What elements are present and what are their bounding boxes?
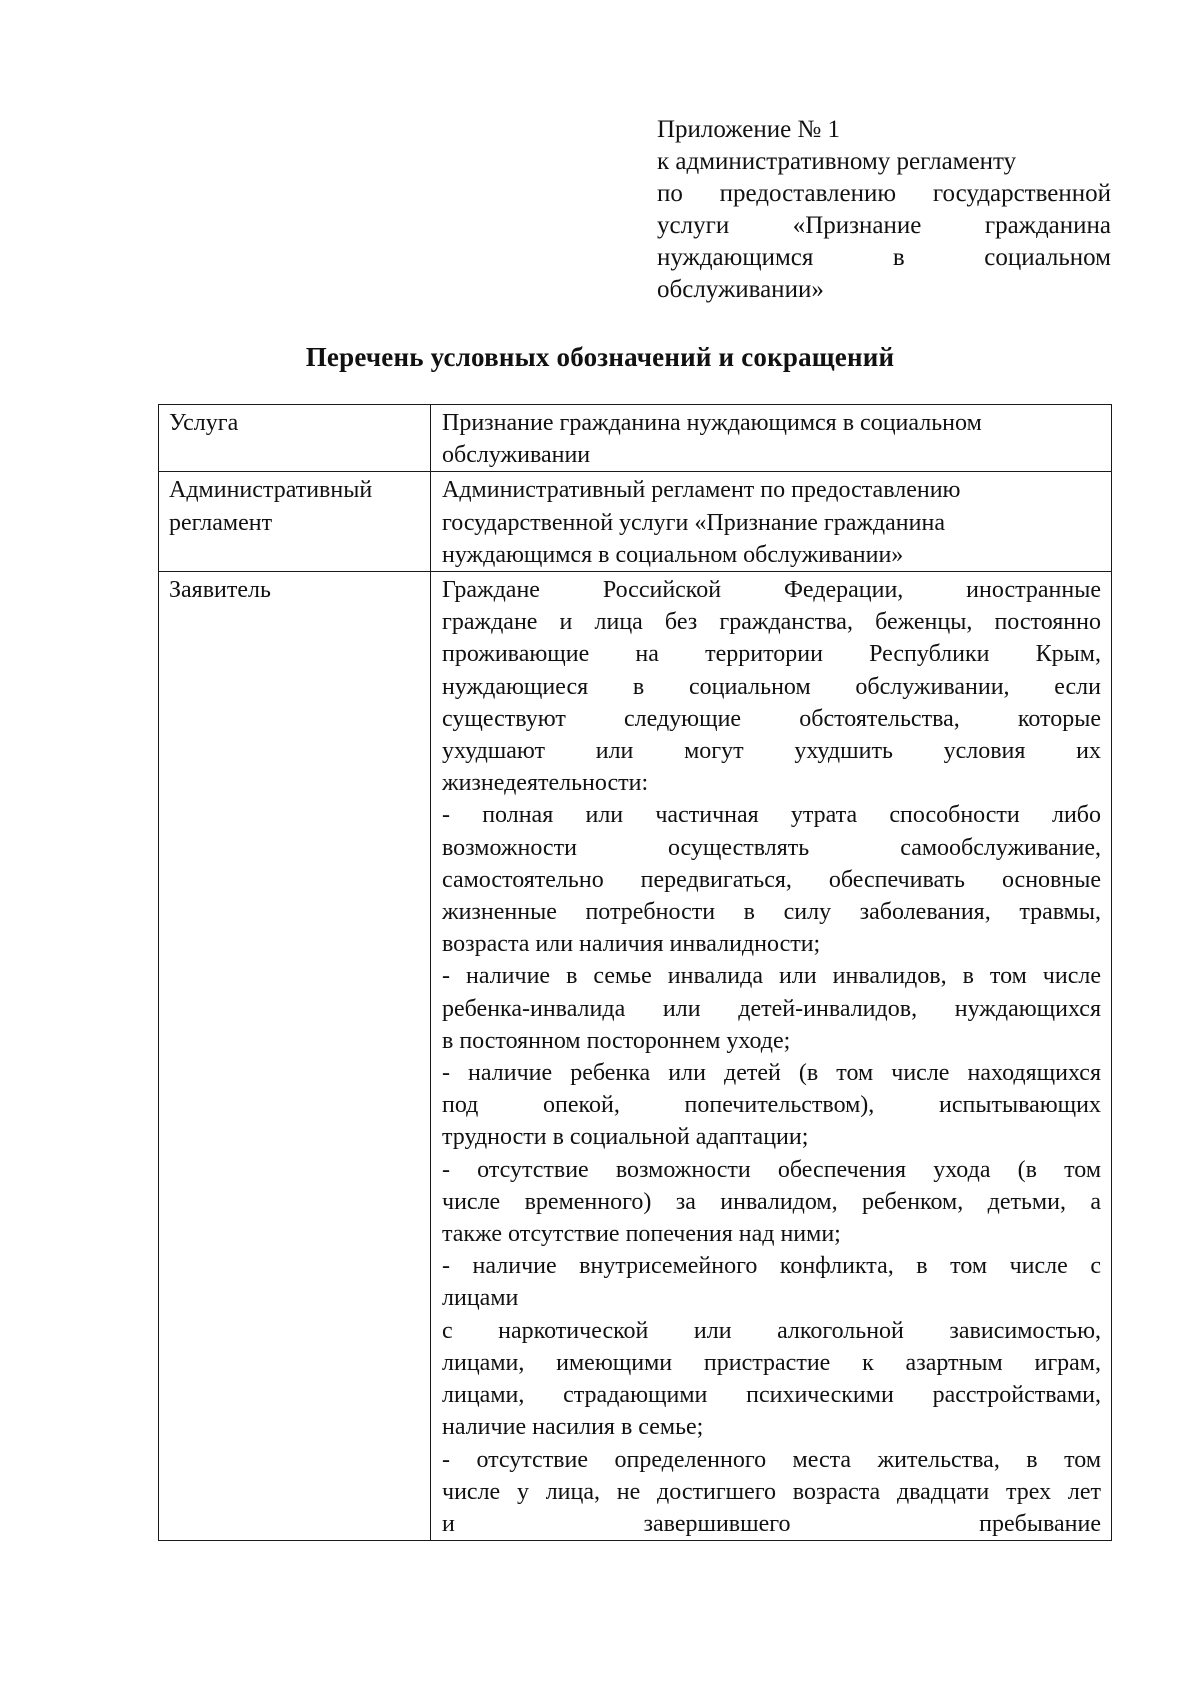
- definition-line: возможности осуществлять самообслуживание,: [442, 834, 1101, 861]
- definition-line: возраста или наличия инвалидности;: [442, 931, 821, 958]
- term-uslugа: Услуга: [169, 410, 239, 436]
- term-zayavitel: Заявитель: [169, 577, 271, 604]
- definition-line: государственной услуги «Признание гражданина: [442, 509, 945, 536]
- definition-line: и завершившего пребывание: [442, 1510, 1101, 1537]
- definition-line: лицами, страдающими психическими расстройствами,: [442, 1382, 1101, 1409]
- appendix-header: [657, 114, 1111, 306]
- table-row: [159, 405, 1112, 472]
- appendix-line-3: по предоставлению государственной: [657, 180, 1111, 207]
- appendix-line-4: услуги «Признание гражданина: [657, 212, 1111, 239]
- definition-cell: [431, 572, 1112, 1541]
- term-cell: [159, 572, 431, 1541]
- definition-line: жизненные потребности в силу заболевания, травмы,: [442, 899, 1101, 926]
- definition-line: с наркотической или алкогольной зависимостью,: [442, 1317, 1101, 1344]
- definition-line: лицами, имеющими пристрастие к азартным играм,: [442, 1349, 1101, 1376]
- definition-line: - отсутствие определенного места жительства, в том: [442, 1446, 1101, 1473]
- definition-line: ухудшают или могут ухудшить условия их: [442, 738, 1101, 765]
- definition-line: Граждане Российской Федерации, иностранные: [442, 577, 1101, 604]
- definition-line: - наличие в семье инвалида или инвалидов, в том числе: [442, 963, 1101, 990]
- definition-line: - наличие внутрисемейного конфликта, в том числе с: [442, 1253, 1101, 1280]
- definition-line: нуждающимся в социальном обслуживании»: [442, 541, 904, 568]
- definition-line: жизнедеятельности:: [442, 770, 649, 797]
- definition-line: граждане и лица без гражданства, беженцы, постоянно: [442, 609, 1101, 636]
- definition-line: существуют следующие обстоятельства, которые: [442, 705, 1101, 732]
- table-row: [159, 472, 1112, 572]
- definition-line: Признание гражданина нуждающимся в социальном: [442, 410, 982, 436]
- definition-line: - отсутствие возможности обеспечения ухода (в том: [442, 1156, 1101, 1183]
- definition-line: также отсутствие попечения над ними;: [442, 1221, 841, 1248]
- definition-line: - наличие ребенка или детей (в том числе находящихся: [442, 1060, 1101, 1087]
- definition-line: ребенка-инвалида или детей-инвалидов, нуждающихся: [442, 995, 1101, 1022]
- term-cell: [159, 472, 431, 572]
- table-row: [159, 572, 1112, 1541]
- definition-line: Административный регламент по предоставлению: [442, 477, 961, 504]
- abbreviations-table: [158, 404, 1112, 1541]
- definition-cell: [431, 405, 1112, 472]
- term-cell: [159, 405, 431, 472]
- definition-line: трудности в социальной адаптации;: [442, 1124, 809, 1151]
- definition-line: числе у лица, не достигшего возраста двадцати трех лет: [442, 1478, 1101, 1505]
- document-title: Перечень условных обозначений и сокращений: [305, 342, 895, 372]
- definition-line: числе временного) за инвалидом, ребенком, детьми, а: [442, 1188, 1101, 1215]
- definition-line: нуждающиеся в социальном обслуживании, если: [442, 673, 1101, 700]
- definition-line: обслуживании: [442, 442, 591, 469]
- term-line: Административный: [169, 477, 373, 504]
- appendix-line-2: к административному регламенту: [657, 148, 1017, 175]
- definition-line: лицами: [442, 1285, 519, 1312]
- appendix-line-6: обслуживании»: [657, 276, 824, 303]
- definition-line: самостоятельно передвигаться, обеспечивать основные: [442, 866, 1101, 893]
- term-line: регламент: [169, 509, 273, 536]
- appendix-line-1: Приложение № 1: [657, 116, 841, 143]
- appendix-line-5: нуждающимся в социальном: [657, 244, 1111, 271]
- definition-line: наличие насилия в семье;: [442, 1414, 704, 1441]
- definition-cell: [431, 472, 1112, 572]
- definition-line: - полная или частичная утрата способности либо: [442, 802, 1101, 829]
- definition-line: проживающие на территории Республики Крым,: [442, 641, 1101, 668]
- definition-line: под опекой, попечительством), испытывающих: [442, 1092, 1101, 1119]
- definition-line: в постоянном постороннем уходе;: [442, 1027, 791, 1054]
